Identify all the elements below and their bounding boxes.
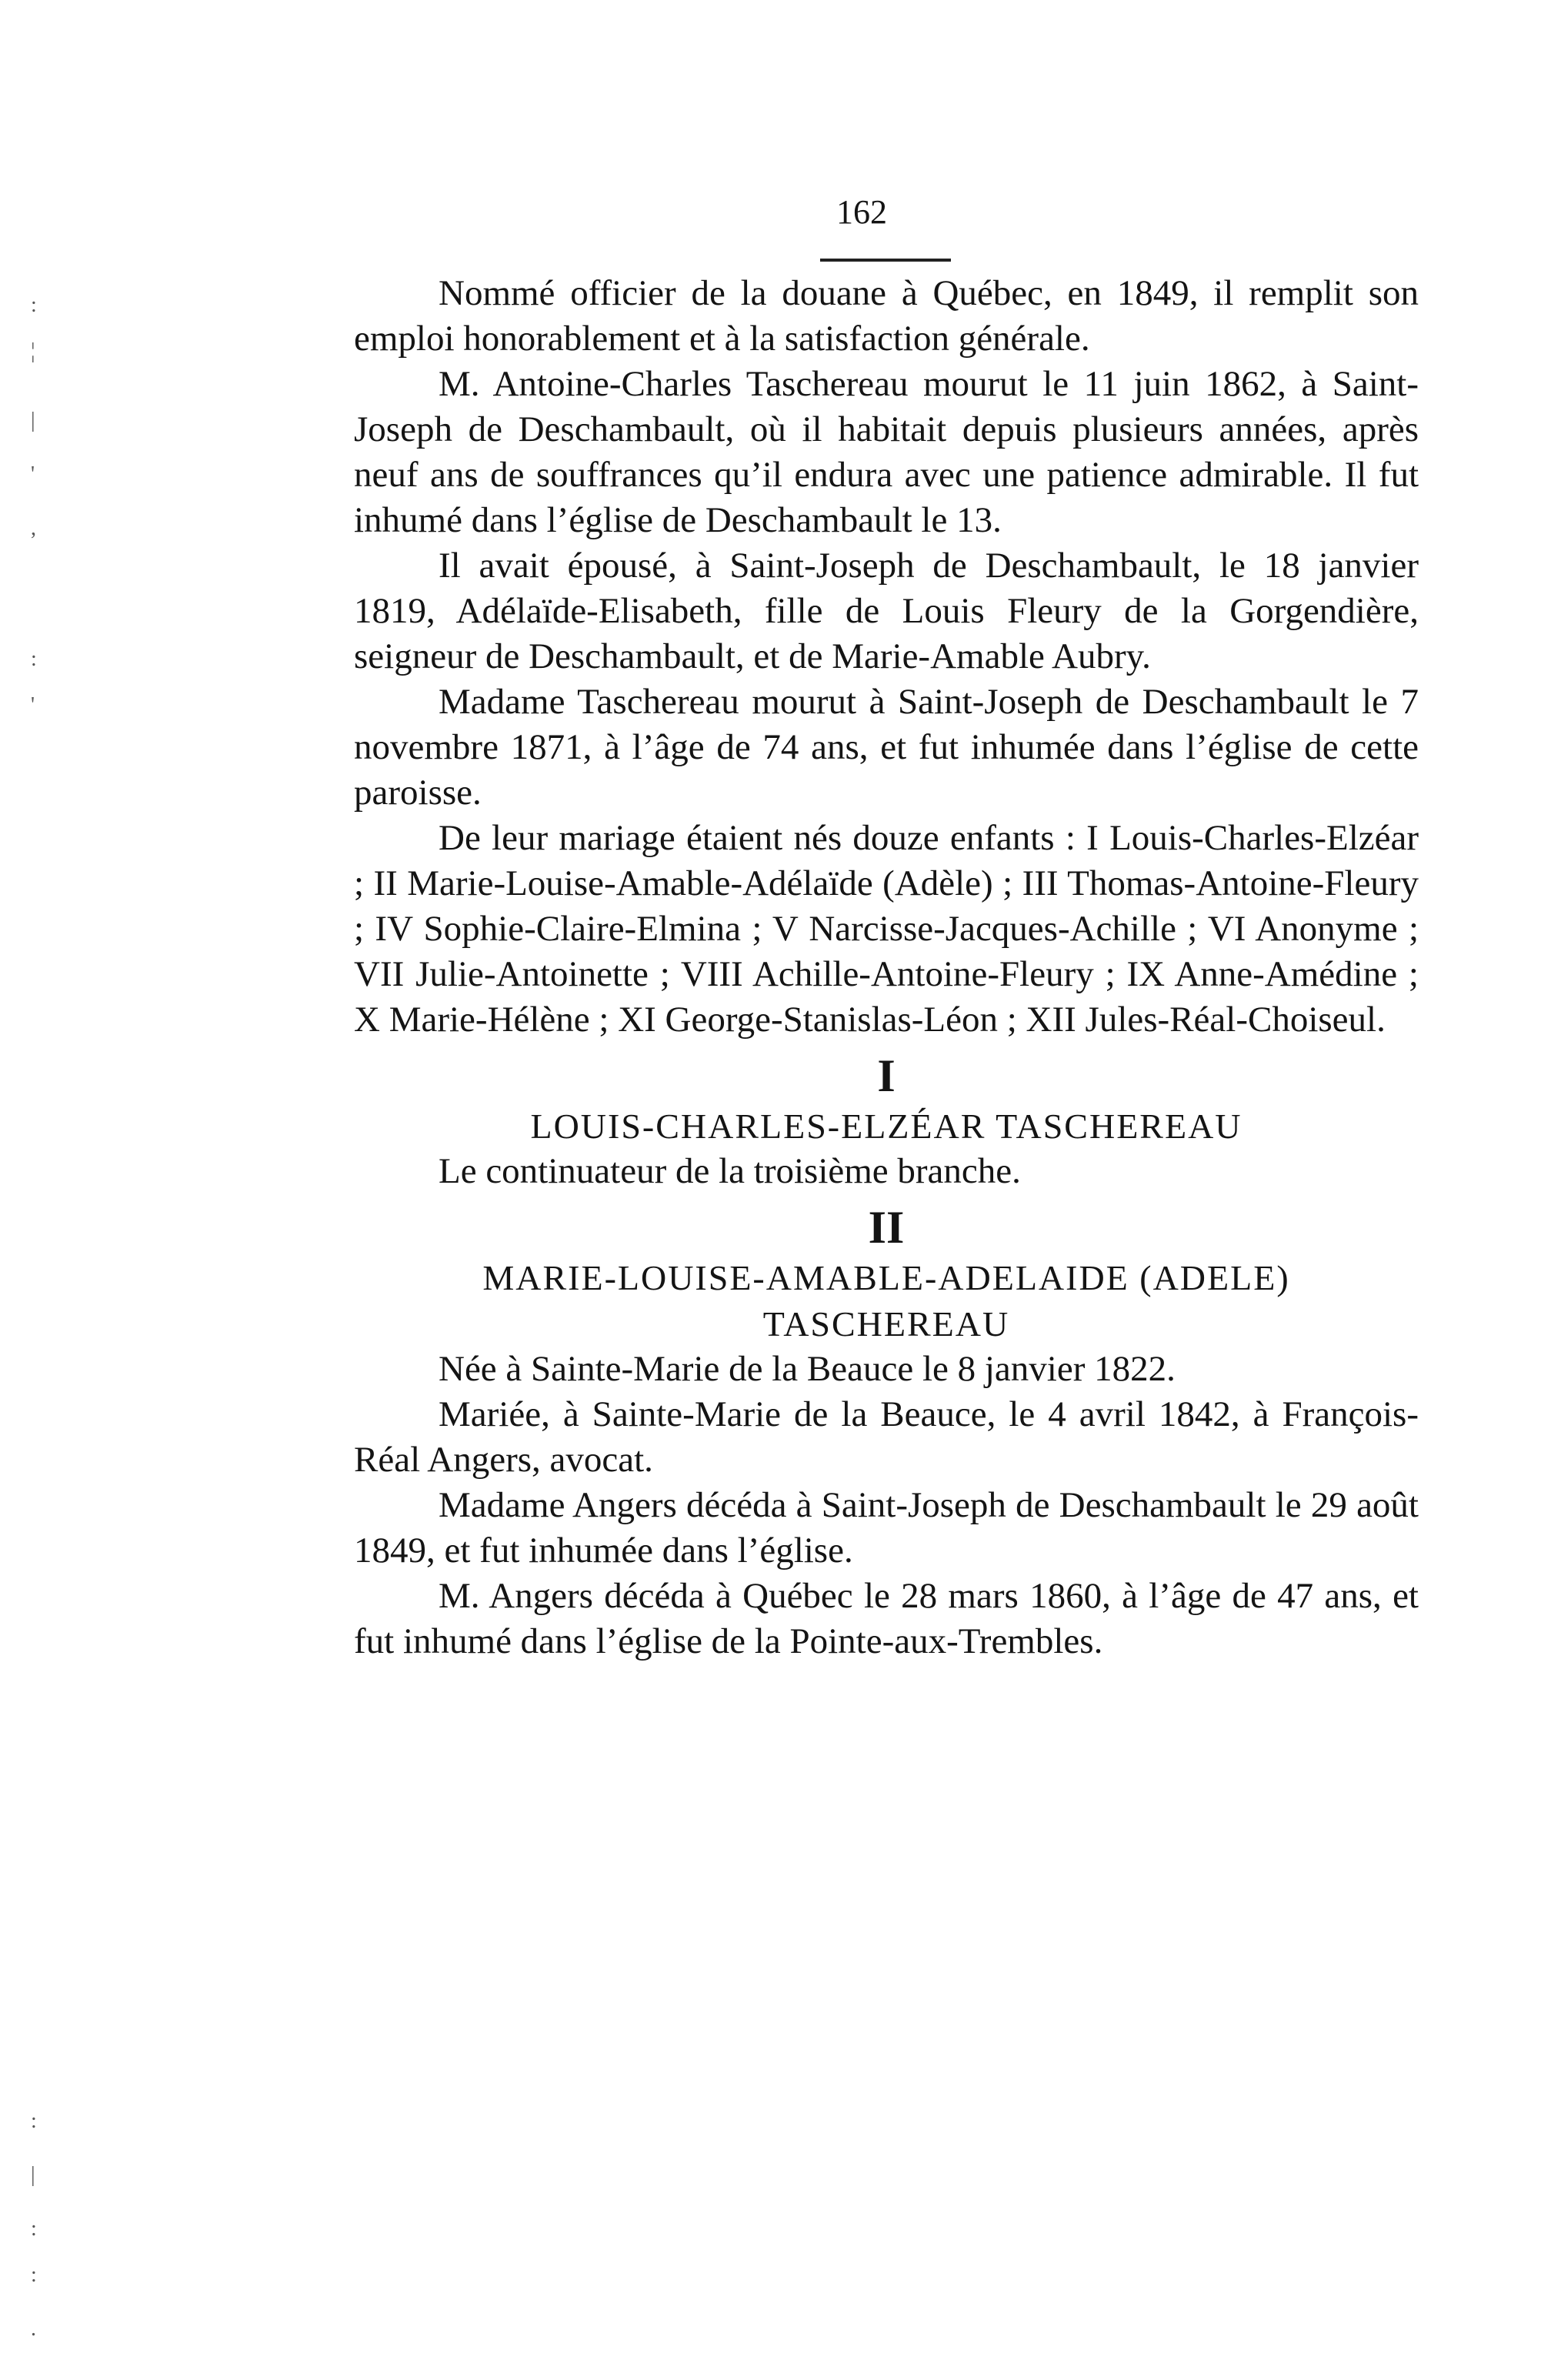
scan-margin-marks: : ¦ | ' , : ' : | : : . (31, 293, 37, 2341)
header-rule (820, 259, 951, 262)
body-paragraph: M. Antoine-Charles Taschereau mourut le 11 juin 1862, à Saint-Joseph de Deschambault, où il habitait depuis plusieurs années, après neuf ans de souffrances qu’il endura avec une patience admirable. Il fut inhumé dans l’église de Deschambault le 13. (354, 364, 1419, 540)
section-numeral: I (877, 1050, 896, 1101)
body-paragraph: Il avait épousé, à Saint-Joseph de Deschambault, le 18 janvier 1819, Adélaïde-Elisabeth, fille de Louis Fleury de la Gorgendière, seigneur de Deschambault, et de Marie-Amable Aubry. (354, 546, 1419, 676)
page-number: 162 (836, 193, 887, 231)
section-heading-continued: TASCHEREAU (762, 1304, 1010, 1344)
body-paragraph: De leur mariage étaient nés douze enfants : I Louis-Charles-Elzéar ; II Marie-Louise-Amable-Adélaïde (Adèle) ; III Thomas-Antoine-Fleury ; IV Sophie-Claire-Elmina ; V Narcisse-Jacques-Achille ; VI Anonyme ; VII Julie-Antoinette ; VIII Achille-Antoine-Fleury ; IX Anne-Amédine ; X Marie-Hélène ; XI George-Stanislas-Léon ; XII Jules-Réal-Choiseul. (354, 818, 1419, 1040)
body-paragraph: Madame Taschereau mourut à Saint-Joseph de Deschambault le 7 novembre 1871, à l’âge de 74 ans, et fut inhumée dans l’église de cette paroisse. (354, 682, 1419, 813)
body-paragraph: M. Angers décéda à Québec le 28 mars 1860, à l’âge de 47 ans, et fut inhumé dans l’église de la Pointe-aux-Trembles. (354, 1576, 1419, 1661)
section-heading: MARIE-LOUISE-AMABLE-ADELAIDE (ADELE) (482, 1258, 1290, 1297)
body-paragraph: Née à Sainte-Marie de la Beauce le 8 janvier 1822. (439, 1349, 1176, 1389)
section-numeral: II (868, 1202, 905, 1253)
section-subtitle: Le continuateur de la troisième branche. (439, 1151, 1021, 1191)
body-paragraph: Madame Angers décéda à Saint-Joseph de Deschambault le 29 août 1849, et fut inhumée dans l’église. (354, 1485, 1419, 1571)
body-paragraph: Mariée, à Sainte-Marie de la Beauce, le 4 avril 1842, à François-Réal Angers, avocat. (354, 1394, 1419, 1480)
body-paragraph: Nommé officier de la douane à Québec, en 1849, il remplit son emploi honorablement et à la satisfaction générale. (354, 273, 1419, 359)
page-body (354, 271, 1419, 1664)
section-heading: LOUIS-CHARLES-ELZÉAR TASCHEREAU (530, 1107, 1242, 1146)
